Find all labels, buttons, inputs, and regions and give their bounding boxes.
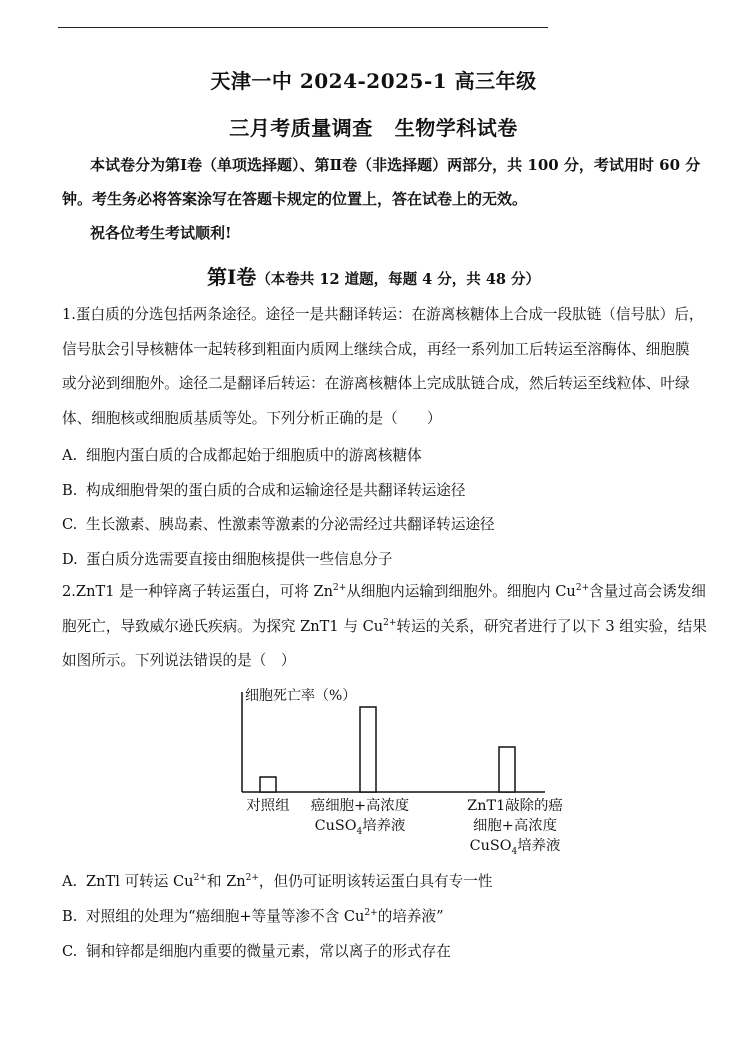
instructions-line3: 祝各位考生考试顺利! [90, 224, 232, 242]
question-1-line: 信号肽会引导核糖体一起转移到粗面内质网上继续合成，再经一系列加工后转运至溶酶体、细胞膜 [62, 340, 690, 358]
bar-1 [260, 777, 276, 792]
question-1-option-a: A. 细胞内蛋白质的合成都起始于细胞质中的游离核糖体 [62, 447, 422, 464]
instructions-line2: 钟。考生务必将答案涂写在答题卡规定的位置上，答在试卷上的无效。 [62, 190, 528, 208]
exam-subtitle-part2: 生物学科试卷 [394, 116, 518, 140]
instructions [62, 148, 722, 250]
bar-2 [360, 707, 376, 792]
cell-death-rate-chart [225, 680, 555, 804]
question-1-line: 1.蛋白质的分选包括两条途径。途径一是共翻译转运：在游离核糖体上合成一段肽链（信号肽）后， [62, 306, 704, 323]
question-2-option-b: B. 对照组的处理为“癌细胞+等量等渗不含 $Cu^{2+}$的培养液” [62, 908, 444, 925]
section-note: （本卷共 12 道题，每题 4 分，共 48 分） [256, 271, 541, 288]
exam-subtitle-part1: 三月考质量调查 [229, 116, 373, 140]
category-label-control: 对照组 [246, 798, 290, 814]
instructions-line1: 本试卷分为第Ⅰ卷（单项选择题）、第Ⅱ卷（非选择题）两部分，共 100 分，考试用时 60 分 [90, 156, 701, 174]
question-2-line: 2.ZnT1 是一种锌离子转运蛋白，可将 $Zn^{2+}$从细胞内运输到细胞外。细胞内 $Cu^{2+}$含量过高会诱发细 [62, 583, 706, 600]
section-heading [0, 261, 747, 290]
category-label-cancer-cells: 癌细胞+高浓度 CuSO$_4$培养液 [310, 798, 410, 837]
exam-subtitle [0, 112, 747, 141]
question-1-option-b: B. 构成细胞骨架的蛋白质的合成和运输途径是共翻译转运途径 [62, 482, 466, 499]
question-2-line: 胞死亡，导致威尔逊氏疾病。为探究 ZnT1 与 $Cu^{2+}$转运的关系，研究者进行了以下 3 组实验，结果 [62, 617, 707, 635]
section-title: 第Ⅰ卷 [206, 265, 257, 289]
bar-chart-svg [225, 680, 555, 800]
question-1-option-c: C. 生长激素、胰岛素、性激素等激素的分泌需经过共翻译转运途径 [62, 516, 495, 533]
category-label-znt1-knockout: ZnT1敲除的癌 细胞+高浓度 CuSO$_4$培养液 [467, 798, 563, 857]
y-axis-label: 细胞死亡率（%） [245, 688, 357, 704]
question-1-stem [62, 298, 724, 436]
bar-3 [499, 747, 515, 792]
question-1-line: 或分泌到细胞外。途径二是翻译后转运：在游离核糖体上完成肽链合成，然后转运至线粒体、叶绿 [62, 375, 690, 392]
question-2-option-a: A. ZnTl 可转运 $Cu^{2+}$和 $Zn^{2+}$，但仍可证明该转运蛋白具有专一性 [62, 873, 493, 890]
top-rule [58, 27, 548, 28]
question-2-line: 如图所示。下列说法错误的是（ ） [62, 652, 296, 669]
question-1-line: 体、细胞核或细胞质基质等处。下列分析正确的是（ ） [62, 409, 442, 427]
question-1-option-d: D. 蛋白质分选需要直接由细胞核提供一些信息分子 [62, 551, 393, 568]
question-2-option-c: C. 铜和锌都是细胞内重要的微量元素，常以离子的形式存在 [62, 943, 451, 960]
question-2-stem [62, 575, 724, 679]
exam-title: 天津一中 2024-2025-1 高三年级 [210, 69, 537, 93]
